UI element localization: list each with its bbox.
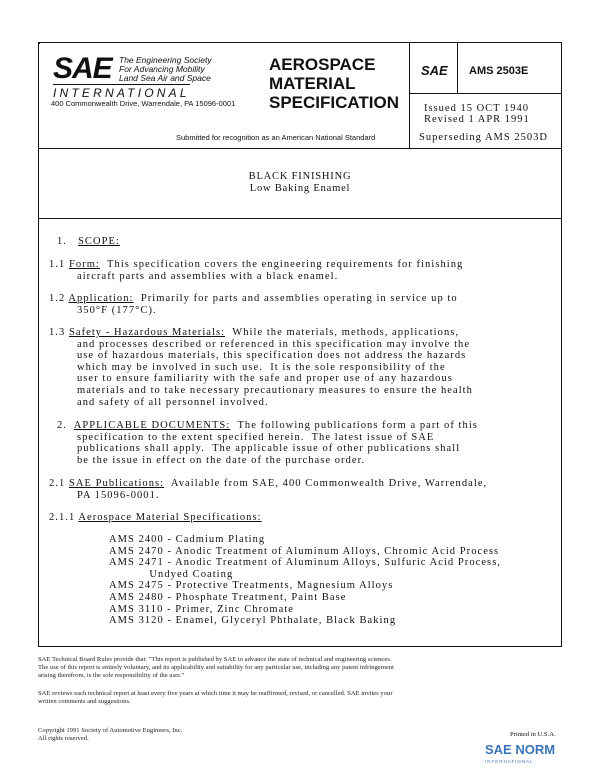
section-1-2 xyxy=(49,293,458,305)
section-2 xyxy=(57,420,478,432)
section-text: Available from SAE, 400 Commonwealth Drive, Warrendale, xyxy=(164,478,488,489)
section-1-3 xyxy=(49,327,459,339)
header-divider-1 xyxy=(409,43,410,148)
section-text: publications shall apply. The applicable issue of other publications shall xyxy=(77,443,461,455)
section-number: 1.1 xyxy=(49,259,66,270)
note-line: arising therefrom, is the sole responsibility of the user." xyxy=(38,672,185,679)
section-heading: Application: xyxy=(68,293,134,304)
spec-title-line: SPECIFICATION xyxy=(269,93,400,112)
section-2-1-1 xyxy=(49,512,262,524)
note-line: SAE Technical Board Rules provide that: "This report is published by SAE to advance the state of technical and engineering sciences. xyxy=(38,656,392,663)
note-line: written comments and suggestions. xyxy=(38,698,131,705)
ams-list-item: AMS 2475 - Protective Treatments, Magnesium Alloys xyxy=(109,580,394,592)
section-text: Primarily for parts and assemblies operating in service up to xyxy=(133,293,458,304)
note-line: SAE reviews each technical report at least every five years at which time it may be reaffirmed, revised, or cancelled. SAE invites your xyxy=(38,690,393,697)
title-line: BLACK FINISHING xyxy=(248,171,352,182)
section-number: 1.3 xyxy=(49,327,66,338)
section-text: aircraft parts and assemblies with a black enamel. xyxy=(77,270,339,282)
sae-international: INTERNATIONAL xyxy=(53,86,190,100)
section-number: 1. xyxy=(57,236,67,247)
section-text: materials and to take necessary precautionary measures to ensure the health xyxy=(77,385,473,396)
spec-title xyxy=(269,55,399,112)
copyright xyxy=(38,727,182,743)
section-text: be the issue in effect on the date of the purchase order. xyxy=(77,454,366,466)
section-heading: Safety - Hazardous Materials: xyxy=(68,327,226,338)
section-text: and safety of all personnel involved. xyxy=(77,396,269,408)
section-heading: SCOPE: xyxy=(78,236,120,247)
ams-list-item: AMS 3110 - Primer, Zinc Chromate xyxy=(109,603,295,615)
ams-list-item: Undyed Coating xyxy=(109,568,234,580)
section-text: use of hazardous materials, this specification does not address the hazards xyxy=(77,350,467,362)
section-text: 350°F (177°C). xyxy=(77,304,157,316)
ams-list-item: AMS 2400 - Cadmium Plating xyxy=(109,534,266,545)
ams-number: AMS 2503E xyxy=(469,65,529,77)
title-divider xyxy=(39,218,561,219)
section-text: This specification covers the engineering requirements for finishing xyxy=(99,259,464,270)
tagline-line: For Advancing Mobility xyxy=(119,64,205,74)
issued-date: Issued 15 OCT 1940 xyxy=(424,103,530,114)
copyright-line: Copyright 1991 Society of Automotive Engineers, Inc. xyxy=(38,727,183,734)
sae-tagline xyxy=(119,56,212,83)
ams-list-item: AMS 3120 - Enamel, Glyceryl Phthalate, Black Baking xyxy=(109,615,397,627)
superseding: Superseding AMS 2503D xyxy=(419,132,548,143)
document-frame xyxy=(38,42,562,647)
section-heading: Form: xyxy=(68,259,100,270)
printed-in: Printed in U.S.A. xyxy=(510,731,556,738)
copyright-line: All rights reserved. xyxy=(38,735,89,742)
section-text: While the materials, methods, applications, xyxy=(225,327,460,338)
section-text: which may be involved in such use. It is the sole responsibility of the xyxy=(77,361,446,373)
review-note xyxy=(38,690,393,706)
sae-logo: SAE xyxy=(53,52,112,85)
section-text: The following publications form a part of this xyxy=(230,420,478,431)
tagline-line: The Engineering Society xyxy=(119,55,212,65)
header-divider-2 xyxy=(457,43,458,93)
section-1-1 xyxy=(49,259,463,271)
section-number: 1.2 xyxy=(49,293,66,304)
ams-list-item: AMS 2480 - Phosphate Treatment, Paint Base xyxy=(109,592,347,603)
submitted-note: Submitted for recognition as an American National Standard xyxy=(176,133,376,142)
section-number: 2.1 xyxy=(49,478,66,489)
spec-title-line: MATERIAL xyxy=(269,74,356,93)
sae-small-logo: SAE xyxy=(421,63,448,78)
section-heading: SAE Publications: xyxy=(68,478,165,489)
section-number: 2.1.1 xyxy=(49,512,76,523)
header-hline xyxy=(409,93,561,94)
section-text: and processes described or referenced in this specification may involve the xyxy=(77,338,471,350)
note-line: The use of this report is entirely voluntary, and its applicability and suitability for any particular use, including any patent infringement xyxy=(38,664,394,671)
document-title xyxy=(39,171,561,195)
tagline-line: Land Sea Air and Space xyxy=(119,73,211,83)
section-1 xyxy=(57,236,120,248)
section-heading: Aerospace Material Specifications: xyxy=(78,512,262,523)
sae-address: 400 Commonwealth Drive, Warrendale, PA 15096-0001 xyxy=(51,99,236,108)
section-text: user to ensure familiarity with the safe and proper use of any hazardous xyxy=(77,373,453,385)
section-number: 2. xyxy=(57,420,67,431)
header-block xyxy=(39,43,561,149)
issue-dates xyxy=(424,103,530,125)
section-text: specification to the extent specified herein. The latest issue of SAE xyxy=(77,431,435,443)
sae-norm-subtitle: INTERNATIONAL xyxy=(485,759,534,764)
section-text: PA 15096-0001. xyxy=(77,489,160,501)
section-heading: APPLICABLE DOCUMENTS: xyxy=(73,420,231,431)
ams-list-item: AMS 2471 - Anodic Treatment of Aluminum Alloys, Sulfuric Acid Process, xyxy=(109,557,502,569)
spec-title-line: AEROSPACE xyxy=(269,55,376,74)
section-2-1 xyxy=(49,478,487,490)
technical-board-note xyxy=(38,656,394,680)
ams-list-item: AMS 2470 - Anodic Treatment of Aluminum Alloys, Chromic Acid Process xyxy=(109,545,500,557)
sae-norm-logo: SAE NORM xyxy=(485,742,556,757)
revised-date: Revised 1 APR 1991 xyxy=(424,114,530,125)
subtitle-line: Low Baking Enamel xyxy=(249,183,351,194)
